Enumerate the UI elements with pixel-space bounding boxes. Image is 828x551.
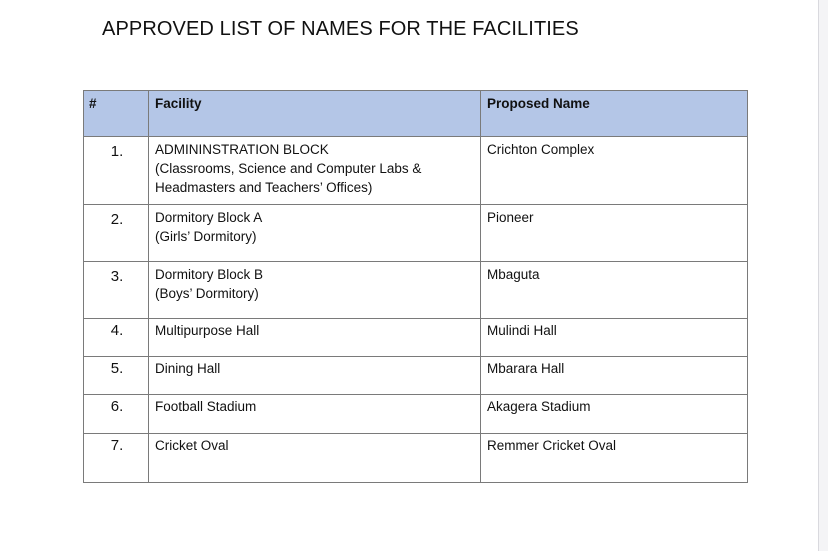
table-row xyxy=(84,319,748,357)
facility-name: ADMININSTRATION BLOCK xyxy=(155,142,329,157)
proposed-name: Remmer Cricket Oval xyxy=(487,438,617,453)
facility-cell xyxy=(149,137,481,205)
facility-name: Dormitory Block A xyxy=(155,210,263,225)
row-number: 1. xyxy=(110,143,124,160)
header-number-label: # xyxy=(89,96,97,111)
facility-name: Football Stadium xyxy=(155,399,257,414)
proposed-name: Mulindi Hall xyxy=(487,323,557,338)
row-number-cell xyxy=(84,357,149,395)
proposed-name-cell xyxy=(481,262,748,319)
header-number xyxy=(84,91,149,137)
table-row xyxy=(84,395,748,434)
proposed-name: Mbaguta xyxy=(487,267,540,282)
proposed-name-cell xyxy=(481,205,748,262)
table-row xyxy=(84,357,748,395)
facility-name: Dining Hall xyxy=(155,361,221,376)
row-number: 5. xyxy=(110,360,124,377)
facility-name: Multipurpose Hall xyxy=(155,323,260,338)
table-row xyxy=(84,205,748,262)
facility-cell xyxy=(149,434,481,483)
row-number-cell xyxy=(84,434,149,483)
header-facility xyxy=(149,91,481,137)
facility-description: Headmasters and Teachers’ Offices) xyxy=(155,180,373,195)
facility-description: (Boys’ Dormitory) xyxy=(155,286,259,301)
row-number: 6. xyxy=(110,398,124,415)
row-number: 7. xyxy=(110,437,124,454)
facility-description: (Classrooms, Science and Computer Labs & xyxy=(155,161,422,176)
proposed-name: Pioneer xyxy=(487,210,534,225)
header-proposed-name xyxy=(481,91,748,137)
row-number-cell xyxy=(84,395,149,434)
facilities-table xyxy=(83,90,748,483)
facility-cell xyxy=(149,205,481,262)
proposed-name-cell xyxy=(481,137,748,205)
proposed-name-cell xyxy=(481,434,748,483)
row-number: 2. xyxy=(110,211,124,228)
row-number-cell xyxy=(84,319,149,357)
document-title: APPROVED LIST OF NAMES FOR THE FACILITIES xyxy=(102,18,579,40)
proposed-name-cell xyxy=(481,395,748,434)
facility-cell xyxy=(149,357,481,395)
header-proposed-name-label: Proposed Name xyxy=(487,96,590,111)
row-number-cell xyxy=(84,137,149,205)
page-edge xyxy=(818,0,828,551)
row-number: 3. xyxy=(110,268,124,285)
facility-cell xyxy=(149,395,481,434)
header-facility-label: Facility xyxy=(155,96,202,111)
table-row xyxy=(84,137,748,205)
proposed-name: Crichton Complex xyxy=(487,142,595,157)
table-row xyxy=(84,262,748,319)
facility-description: (Girls’ Dormitory) xyxy=(155,229,257,244)
table-row xyxy=(84,434,748,483)
table-header-row xyxy=(84,91,748,137)
facility-cell xyxy=(149,262,481,319)
facility-name: Dormitory Block B xyxy=(155,267,264,282)
proposed-name: Mbarara Hall xyxy=(487,361,565,376)
facility-cell xyxy=(149,319,481,357)
proposed-name-cell xyxy=(481,319,748,357)
row-number-cell xyxy=(84,205,149,262)
proposed-name: Akagera Stadium xyxy=(487,399,591,414)
row-number-cell xyxy=(84,262,149,319)
row-number: 4. xyxy=(110,322,124,339)
facility-name: Cricket Oval xyxy=(155,438,229,453)
proposed-name-cell xyxy=(481,357,748,395)
